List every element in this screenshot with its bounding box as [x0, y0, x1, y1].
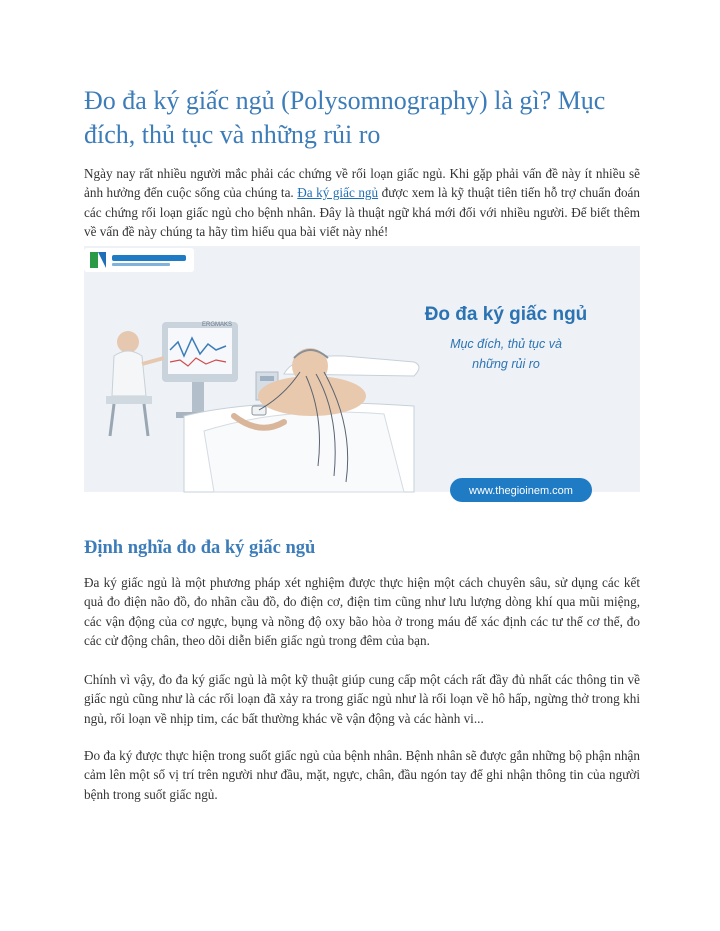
url-badge	[450, 478, 592, 502]
article-title: Đo đa ký giấc ngủ (Polysomnography) là gì? Mục đích, thủ tục và những rủi ro	[84, 86, 606, 149]
url-badge-text: www.thegioinem.com	[469, 485, 573, 497]
hero-image	[84, 246, 640, 512]
section-heading: Định nghĩa đo đa ký giấc ngủ	[84, 538, 316, 558]
intro-text-start: Ngày nay rất nhiều người mắc phải các chứng về rối loạn giấc ngủ. Khi gặp phải vấn đề này ít nhiều sẽ ảnh hưởng đến cuộc sống của chúng ta.	[84, 166, 640, 201]
definition-paragraph-1: Đa ký giấc ngủ là một phương pháp xét nghiệm được thực hiện một cách chuyên sâu, sử dụng các kết quả đo điện não đồ, đo nhãn cầu đồ, đo điện cơ, điện tim cũng như lưu lượng dòng khí qua mũi miệng, các vận động của cơ ngực, bụng và nồng độ oxy bão hòa ở trong máu để xác định các tư thế cơ thể, đo các cử động chân, theo dõi diễn biến giấc ngủ trong đêm của bạn.	[84, 575, 640, 649]
monitor-label: ERGMAKS	[202, 322, 233, 328]
definition-paragraph-2: Chính vì vậy, đo đa ký giấc ngủ là một kỹ thuật giúp cung cấp một cách rất đầy đủ nhất các thông tin về giấc ngủ cũng như là các rối loạn đã xảy ra trong giấc ngủ như là rối loạn về hô hấp, ngừng thở trong khi ngủ, rối loạn về nhịp tim, các bất thường khác về vận động và các hành vi...	[84, 672, 640, 726]
brand-logo-icon	[84, 248, 194, 272]
hero-headline: Đo đa ký giấc ngủ	[424, 304, 588, 325]
hero-subline-1: Mục đích, thủ tục và	[450, 337, 562, 351]
intro-text-end: được xem là kỹ thuật tiên tiến hỗ trợ chuẩn đoán các chứng rối loạn giấc ngủ cho bệnh nhân. Đây là thuật ngữ khá mới đối với nhiều người. Để biết thêm về vấn đề này chúng ta hãy tìm hiểu qua bài viết này nhé!	[84, 185, 640, 240]
hero-subline-2: những rủi ro	[472, 357, 540, 371]
definition-paragraph-3: Đo đa ký được thực hiện trong suốt giấc ngủ của bệnh nhân. Bệnh nhân sẽ được gắn những bộ phận nhận cảm lên một số vị trí trên người như đầu, mặt, ngực, chân, đầu ngón tay để ghi nhận thông tin của người bệnh trong suốt giấc ngủ.	[84, 748, 640, 802]
intro-paragraph	[84, 164, 640, 242]
sleep-study-link[interactable]: Đa ký giấc ngủ	[297, 185, 379, 201]
